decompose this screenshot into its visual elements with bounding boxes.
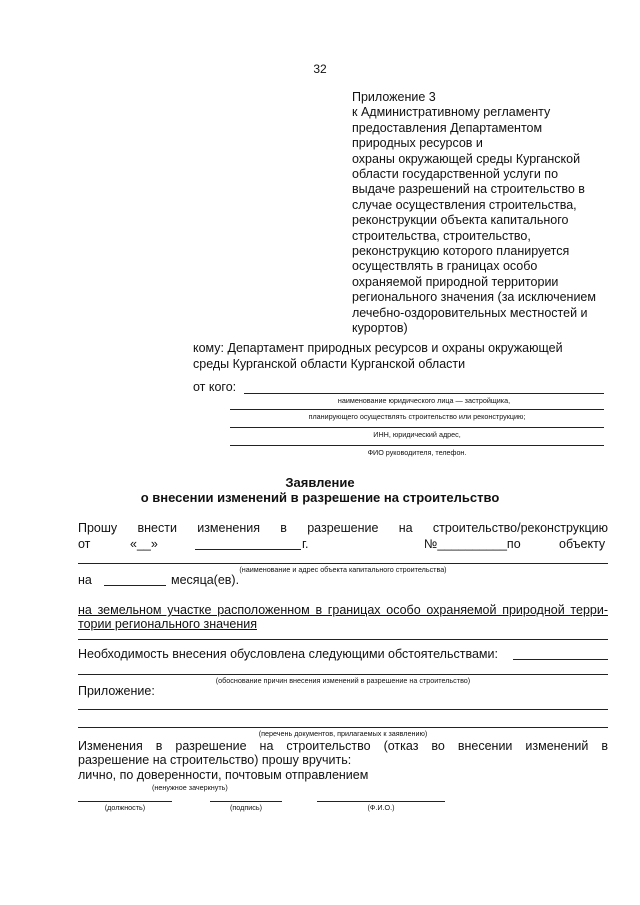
- appendix-line: области государственной услуги по: [352, 167, 559, 182]
- from-date-word: от: [78, 537, 91, 551]
- appendix-line: случае осуществления строительства,: [352, 197, 577, 212]
- document-title: Заявление: [285, 475, 355, 490]
- attachment-hint: (перечень документов, прилагаемых к заявлению): [258, 729, 428, 738]
- attachment-field-1[interactable]: [78, 709, 608, 710]
- necessity-field-inline[interactable]: [513, 659, 608, 660]
- necessity-hint: (обоснование причин внесения изменений в разрешение на строительство): [215, 676, 471, 685]
- from-field-1[interactable]: [244, 393, 604, 394]
- from-field-3[interactable]: [230, 427, 604, 428]
- delivery-line-1: Изменения в разрешение на строительство (отказ во внесении изменений в: [78, 739, 608, 753]
- appendix-line: предоставления Департаментом: [352, 120, 543, 135]
- full-name-hint: (Ф.И.О.): [367, 803, 395, 812]
- permit-number-field[interactable]: №__________по: [424, 537, 521, 551]
- appendix-line: осуществлять в границах особо: [352, 259, 538, 274]
- appendix-line: реконструкции объекта капитального: [352, 213, 569, 228]
- delivery-options[interactable]: лично, по доверенности, почтовым отправлением: [78, 768, 369, 782]
- appendix-header: [352, 90, 622, 337]
- from-hint: ИНН, юридический адрес,: [373, 430, 461, 439]
- year-suffix: г.: [302, 537, 309, 551]
- request-line: Прошу внести изменения в разрешение на строительство/реконструкцию: [78, 521, 608, 535]
- addressee-line: среды Курганской области Курганской области: [193, 356, 466, 371]
- from-hint: наименование юридического лица — застройщика,: [337, 396, 511, 405]
- appendix-line: охраны окружающей среды Курганской: [352, 151, 581, 166]
- term-prefix: на: [78, 573, 92, 587]
- object-word: объекту: [559, 537, 606, 551]
- appendix-line: реконструкцию которого планируется: [352, 244, 570, 259]
- delivery-line-2: разрешение на строительство) прошу вручить:: [78, 753, 352, 767]
- signature-field[interactable]: [210, 801, 282, 802]
- from-field-2[interactable]: [230, 409, 604, 410]
- term-suffix: месяца(ев).: [171, 573, 240, 587]
- date-field[interactable]: [195, 549, 301, 550]
- date-day-field[interactable]: «__»: [130, 537, 158, 551]
- object-field[interactable]: [78, 563, 608, 564]
- land-line-2: тории регионального значения: [78, 617, 257, 631]
- delivery-hint: (ненужное зачеркнуть): [152, 783, 228, 792]
- signature-hint: (подпись): [230, 803, 262, 812]
- appendix-line: охраняемой природной территории: [352, 274, 559, 289]
- position-field[interactable]: [78, 801, 172, 802]
- necessity-field[interactable]: [78, 674, 608, 675]
- appendix-line: природных ресурсов и: [352, 136, 483, 151]
- appendix-line: регионального значения (за исключением: [352, 290, 596, 305]
- necessity-label: Необходимость внесения обусловлена следующими обстоятельствами:: [78, 647, 498, 661]
- page-number: 32: [313, 62, 327, 76]
- from-field-4[interactable]: [230, 445, 604, 446]
- from-hint: планирующего осуществлять строительство или реконструкцию;: [308, 412, 526, 421]
- appendix-line: курортов): [352, 321, 408, 336]
- position-hint: (должность): [104, 803, 146, 812]
- attachment-field-2[interactable]: [78, 727, 608, 728]
- from-hint: ФИО руководителя, телефон.: [367, 448, 467, 457]
- addressee-line: кому: Департамент природных ресурсов и охраны окружающей: [193, 341, 563, 355]
- object-hint: (наименование и адрес объекта капитального строительства): [239, 565, 447, 574]
- document-subtitle: о внесении изменений в разрешение на строительство: [140, 490, 500, 505]
- appendix-line: к Административному регламенту: [352, 105, 551, 120]
- appendix-line: Приложение 3: [352, 90, 436, 104]
- addressee-block: [193, 341, 613, 372]
- land-line-1: на земельном участке расположенном в границах особо охраняемой природной терри-: [78, 603, 608, 617]
- full-name-field[interactable]: [317, 801, 445, 802]
- attachment-label: Приложение:: [78, 684, 155, 698]
- appendix-line: выдаче разрешений на строительство в: [352, 182, 585, 197]
- from-label: от кого:: [193, 380, 237, 394]
- land-extra-field[interactable]: [78, 639, 608, 640]
- appendix-line: лечебно-оздоровительных местностей и: [352, 305, 588, 320]
- term-field[interactable]: [104, 585, 166, 586]
- appendix-line: строительства, строительство,: [352, 228, 531, 243]
